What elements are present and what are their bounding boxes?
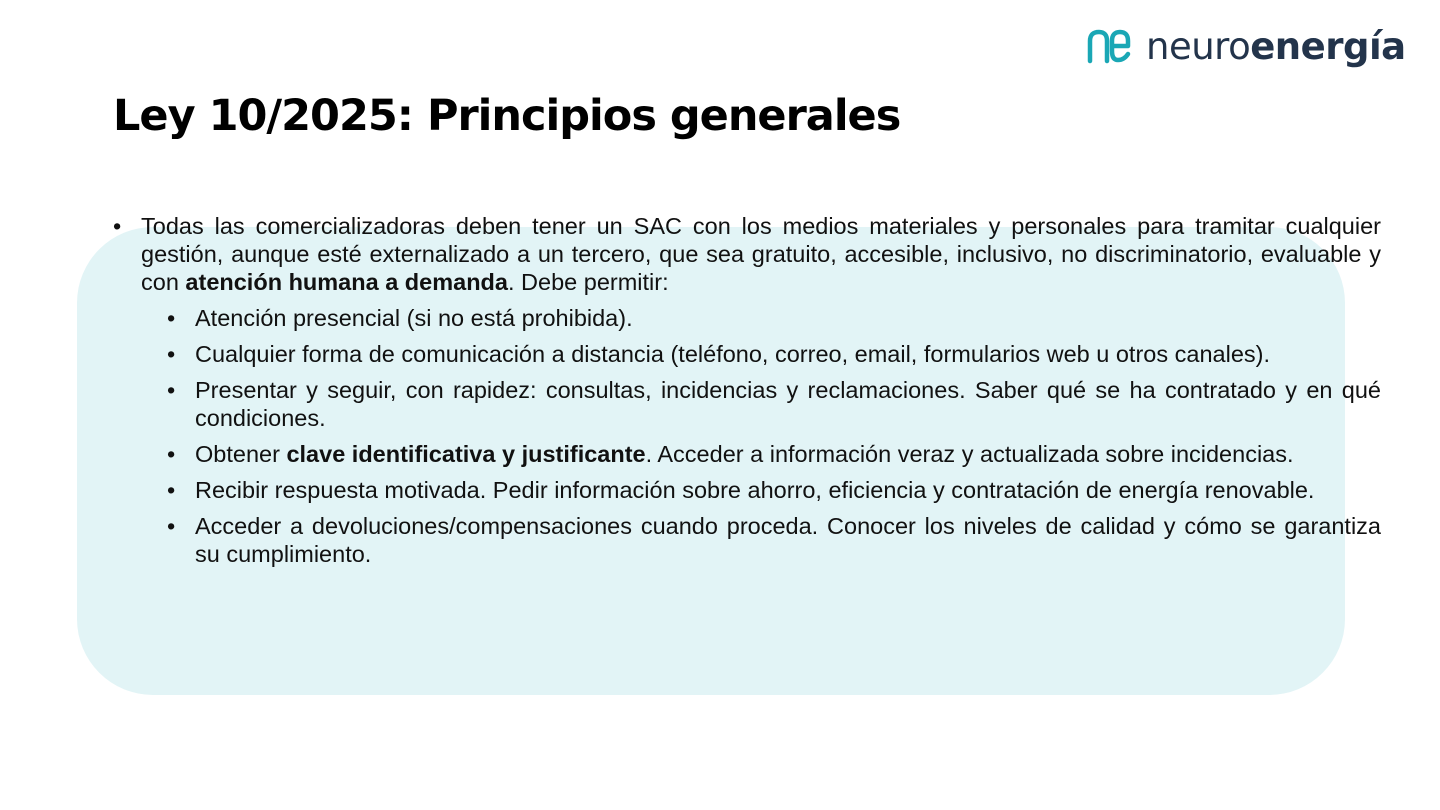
intro-text-end: . Debe permitir:	[507, 269, 669, 295]
sub-bullet-item	[167, 340, 1381, 368]
sub-bullet-item	[167, 376, 1381, 432]
main-bullet-item	[113, 212, 1381, 296]
bullet-marker: •	[167, 441, 176, 467]
bullet-marker: •	[167, 513, 176, 539]
sub-bullet-item	[167, 512, 1381, 568]
sub-item-text: Acceder a devoluciones/compensaciones cuando proceda. Conocer los niveles de calidad y cómo se garantiza su cumplimiento.	[195, 513, 1381, 567]
neuroenergia-logo-icon	[1086, 27, 1132, 65]
slide-body	[113, 212, 1381, 576]
sub-item-text: Obtener	[195, 441, 287, 467]
bullet-marker: •	[167, 377, 176, 403]
sub-item-text: Recibir respuesta motivada. Pedir información sobre ahorro, eficiencia y contratación de energía renovable.	[195, 477, 1315, 503]
sub-bullet-list	[113, 304, 1381, 568]
bullet-marker: •	[167, 305, 176, 331]
intro-text: Todas las comercializadoras deben tener un SAC con los medios materiales y personales para tramitar cualquier gestión, aunque esté externalizado a un tercero, que sea gratuito, accesible, inclusivo, no discriminatorio, evaluable y con	[141, 213, 1381, 295]
logo-text-bold: energía	[1250, 24, 1406, 68]
main-bullet-list	[113, 212, 1381, 296]
sub-item-text: Presentar y seguir, con rapidez: consultas, incidencias y reclamaciones. Saber qué se ha contratado y en qué condiciones.	[195, 377, 1381, 431]
bullet-marker: •	[167, 341, 176, 367]
sub-item-text: Cualquier forma de comunicación a distancia (teléfono, correo, email, formularios web u otros canales).	[195, 341, 1270, 367]
brand-logo	[1086, 24, 1416, 68]
sub-bullet-item	[167, 304, 1381, 332]
slide-title: Ley 10/2025: Principios generales	[113, 91, 901, 141]
intro-bold-text: atención humana a demanda	[185, 269, 508, 295]
logo-text-light: neuro	[1146, 24, 1251, 68]
sub-item-text-end: . Acceder a información veraz y actualizada sobre incidencias.	[645, 441, 1294, 467]
sub-bullet-item	[167, 476, 1381, 504]
sub-item-bold-text: clave identificativa y justificante	[286, 441, 646, 467]
sub-item-text: Atención presencial (si no está prohibida).	[195, 305, 633, 331]
bullet-marker: •	[167, 477, 176, 503]
sub-bullet-item	[167, 440, 1381, 468]
logo-wordmark	[1146, 24, 1406, 68]
bullet-marker: •	[113, 213, 122, 239]
